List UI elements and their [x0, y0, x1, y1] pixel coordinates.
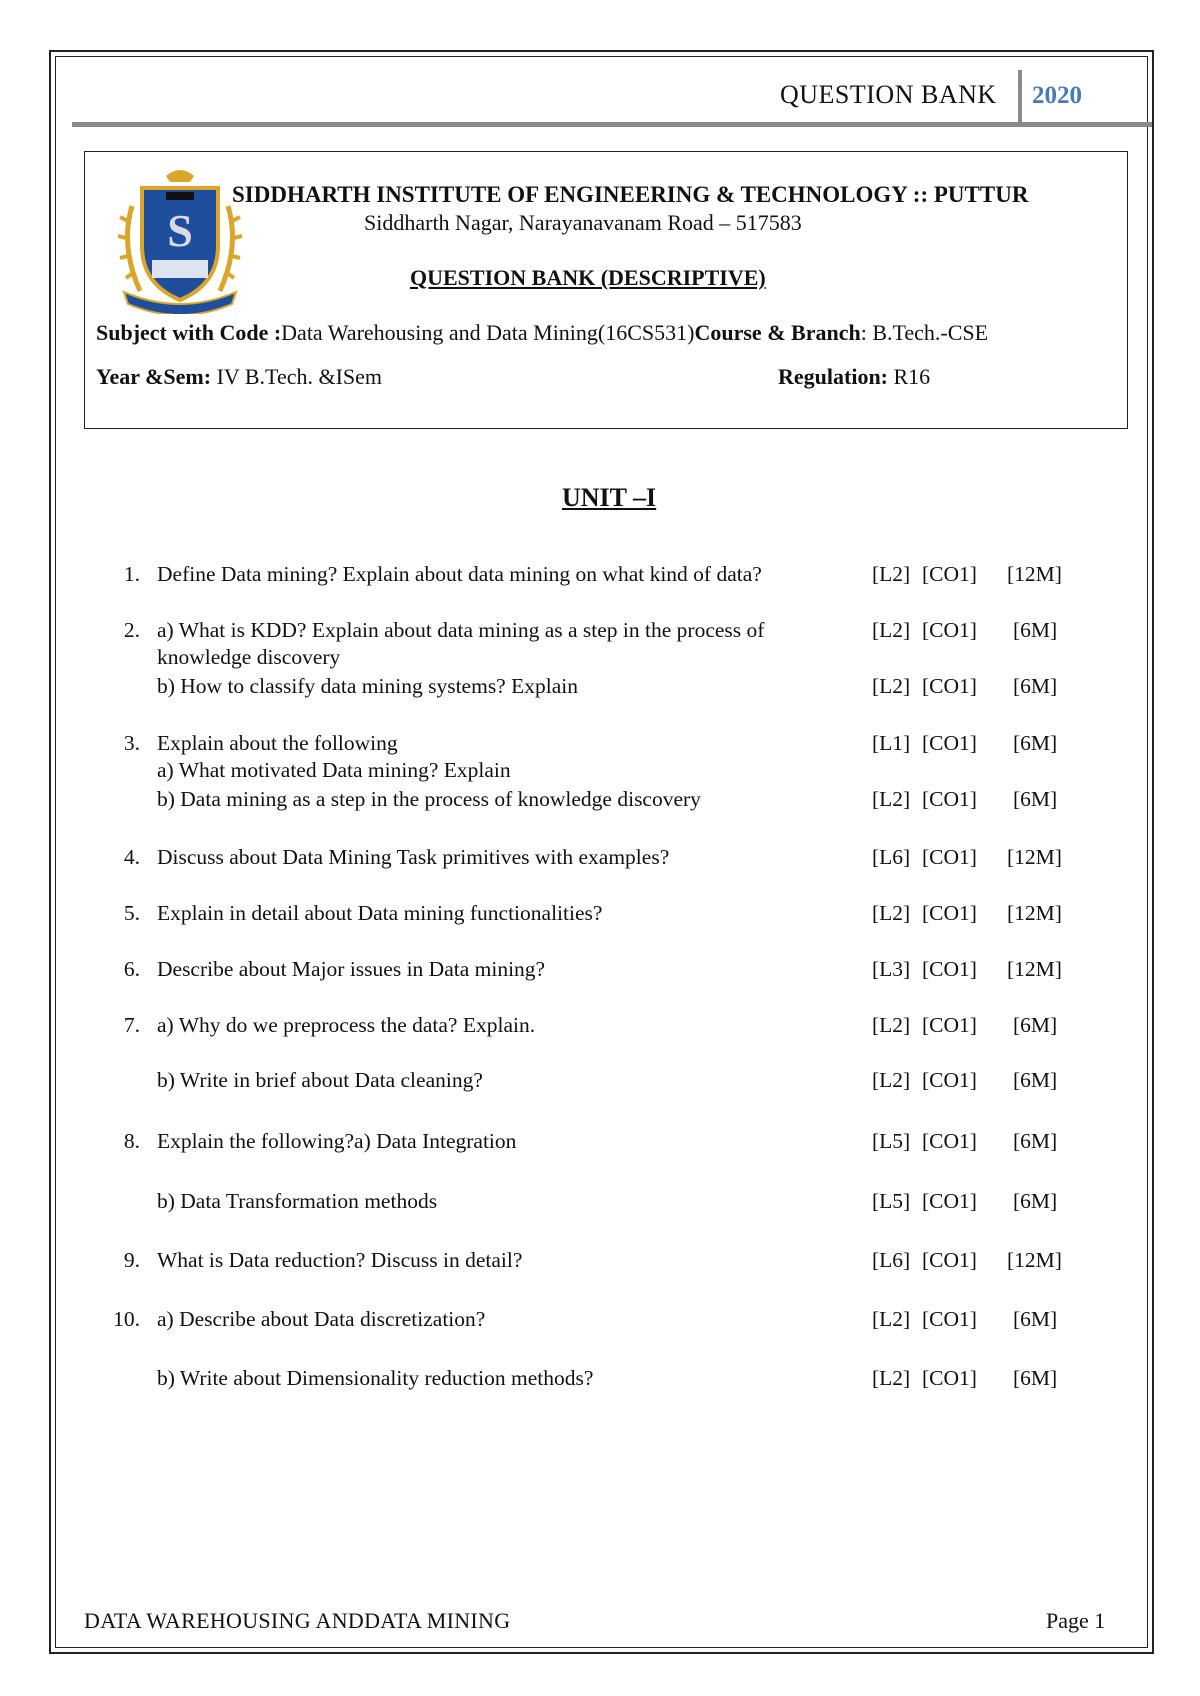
question-text: b) Write about Dimensionality reduction methods? — [157, 1366, 594, 1390]
course-outcome: [CO1] — [922, 901, 977, 925]
question-number: 1. — [123, 562, 140, 586]
marks: [6M] — [1013, 731, 1058, 755]
question-number: 7. — [123, 1013, 140, 1037]
question-number: 3. — [123, 731, 140, 755]
year-sem-row — [96, 364, 382, 390]
marks: [12M] — [1007, 845, 1062, 869]
course-outcome: [CO1] — [922, 1248, 977, 1272]
bloom-level: [L3] — [872, 957, 911, 981]
question-number: 8. — [123, 1129, 140, 1153]
question-number: 10. — [113, 1307, 140, 1331]
question-text: Explain the following?a) Data Integration — [157, 1129, 517, 1153]
regulation-label: Regulation: — [778, 364, 888, 389]
question-text: knowledge discovery — [157, 645, 341, 669]
marks: [12M] — [1007, 957, 1062, 981]
bloom-level: [L2] — [872, 1013, 911, 1037]
bloom-level: [L2] — [872, 1307, 911, 1331]
question-text: Explain in detail about Data mining functionalities? — [157, 901, 603, 925]
institute-logo — [118, 166, 242, 314]
bloom-level: [L6] — [872, 845, 911, 869]
marks: [6M] — [1013, 1068, 1058, 1092]
course-outcome: [CO1] — [922, 787, 977, 811]
marks: [6M] — [1013, 1013, 1058, 1037]
question-text: Describe about Major issues in Data mining? — [157, 957, 546, 981]
question-text: a) What is KDD? Explain about data mining as a step in the process of — [157, 618, 765, 642]
bloom-level: [L5] — [872, 1189, 911, 1213]
document-title: QUESTION BANK (DESCRIPTIVE) — [410, 265, 766, 290]
bloom-level: [L6] — [872, 1248, 911, 1272]
marks: [6M] — [1013, 1307, 1058, 1331]
logo-mortarboard — [166, 192, 194, 200]
marks: [6M] — [1013, 1129, 1058, 1153]
header-separator — [1018, 70, 1022, 122]
year-label: Year &Sem: — [96, 364, 212, 389]
subject-value: Data Warehousing and Data Mining(16CS531) — [281, 320, 695, 345]
question-text: b) How to classify data mining systems? Explain — [157, 674, 578, 698]
header-title: QUESTION BANK — [780, 80, 997, 109]
marks: [12M] — [1007, 562, 1062, 586]
header-rule — [72, 122, 1152, 127]
marks: [6M] — [1013, 618, 1058, 642]
marks: [12M] — [1007, 1248, 1062, 1272]
bloom-level: [L2] — [872, 787, 911, 811]
marks: [6M] — [1013, 674, 1058, 698]
course-outcome: [CO1] — [922, 1068, 977, 1092]
question-text: a) Why do we preprocess the data? Explain. — [157, 1013, 536, 1037]
course-outcome: [CO1] — [922, 845, 977, 869]
course-outcome: [CO1] — [922, 731, 977, 755]
course-label: Course & Branch — [694, 320, 861, 345]
question-number: 6. — [123, 957, 140, 981]
question-number: 5. — [123, 901, 140, 925]
logo-banner — [152, 260, 208, 278]
question-text: b) Data mining as a step in the process of knowledge discovery — [157, 787, 701, 811]
subject-course-row — [96, 320, 988, 346]
course-value: : B.Tech.-CSE — [860, 320, 989, 345]
question-number: 9. — [123, 1248, 140, 1272]
regulation-value: R16 — [888, 364, 931, 389]
bloom-level: [L2] — [872, 901, 911, 925]
course-outcome: [CO1] — [922, 674, 977, 698]
bloom-level: [L2] — [872, 618, 911, 642]
institute-address: Siddharth Nagar, Narayanavanam Road – 517583 — [364, 210, 802, 235]
footer-subject: DATA WAREHOUSING ANDDATA MINING — [84, 1608, 511, 1633]
course-outcome: [CO1] — [922, 1129, 977, 1153]
course-outcome: [CO1] — [922, 562, 977, 586]
institute-name: SIDDHARTH INSTITUTE OF ENGINEERING & TECHNOLOGY :: PUTTUR — [232, 182, 1029, 207]
bloom-level: [L2] — [872, 1068, 911, 1092]
unit-title: UNIT –I — [562, 483, 657, 512]
bloom-level: [L2] — [872, 562, 911, 586]
footer-page-number: Page 1 — [1046, 1608, 1106, 1633]
question-text: Define Data mining? Explain about data mining on what kind of data? — [157, 562, 762, 586]
question-text: b) Write in brief about Data cleaning? — [157, 1068, 483, 1092]
year-value: IV B.Tech. &ISem — [211, 364, 383, 389]
header-year: 2020 — [1032, 82, 1082, 109]
question-text: Explain about the following — [157, 731, 398, 755]
marks: [6M] — [1013, 1366, 1058, 1390]
course-outcome: [CO1] — [922, 1307, 977, 1331]
question-text: a) What motivated Data mining? Explain — [157, 758, 511, 782]
logo-laurel-left — [118, 206, 140, 291]
question-text: a) Describe about Data discretization? — [157, 1307, 486, 1331]
bloom-level: [L2] — [872, 674, 911, 698]
logo-letter-glyph: S — [167, 205, 193, 256]
course-outcome: [CO1] — [922, 1366, 977, 1390]
question-text: What is Data reduction? Discuss in detail? — [157, 1248, 523, 1272]
subject-label: Subject with Code : — [96, 320, 282, 345]
question-text: Discuss about Data Mining Task primitives with examples? — [157, 845, 670, 869]
regulation-row — [778, 364, 930, 390]
question-number: 4. — [123, 845, 140, 869]
course-outcome: [CO1] — [922, 1013, 977, 1037]
logo-laurel-right — [220, 206, 242, 291]
bloom-level: [L1] — [872, 731, 911, 755]
bloom-level: [L2] — [872, 1366, 911, 1390]
marks: [6M] — [1013, 1189, 1058, 1213]
course-outcome: [CO1] — [922, 1189, 977, 1213]
question-text: b) Data Transformation methods — [157, 1189, 438, 1213]
bloom-level: [L5] — [872, 1129, 911, 1153]
course-outcome: [CO1] — [922, 957, 977, 981]
course-outcome: [CO1] — [922, 618, 977, 642]
question-number: 2. — [123, 618, 140, 642]
marks: [12M] — [1007, 901, 1062, 925]
logo-crest-top — [166, 170, 194, 182]
marks: [6M] — [1013, 787, 1058, 811]
